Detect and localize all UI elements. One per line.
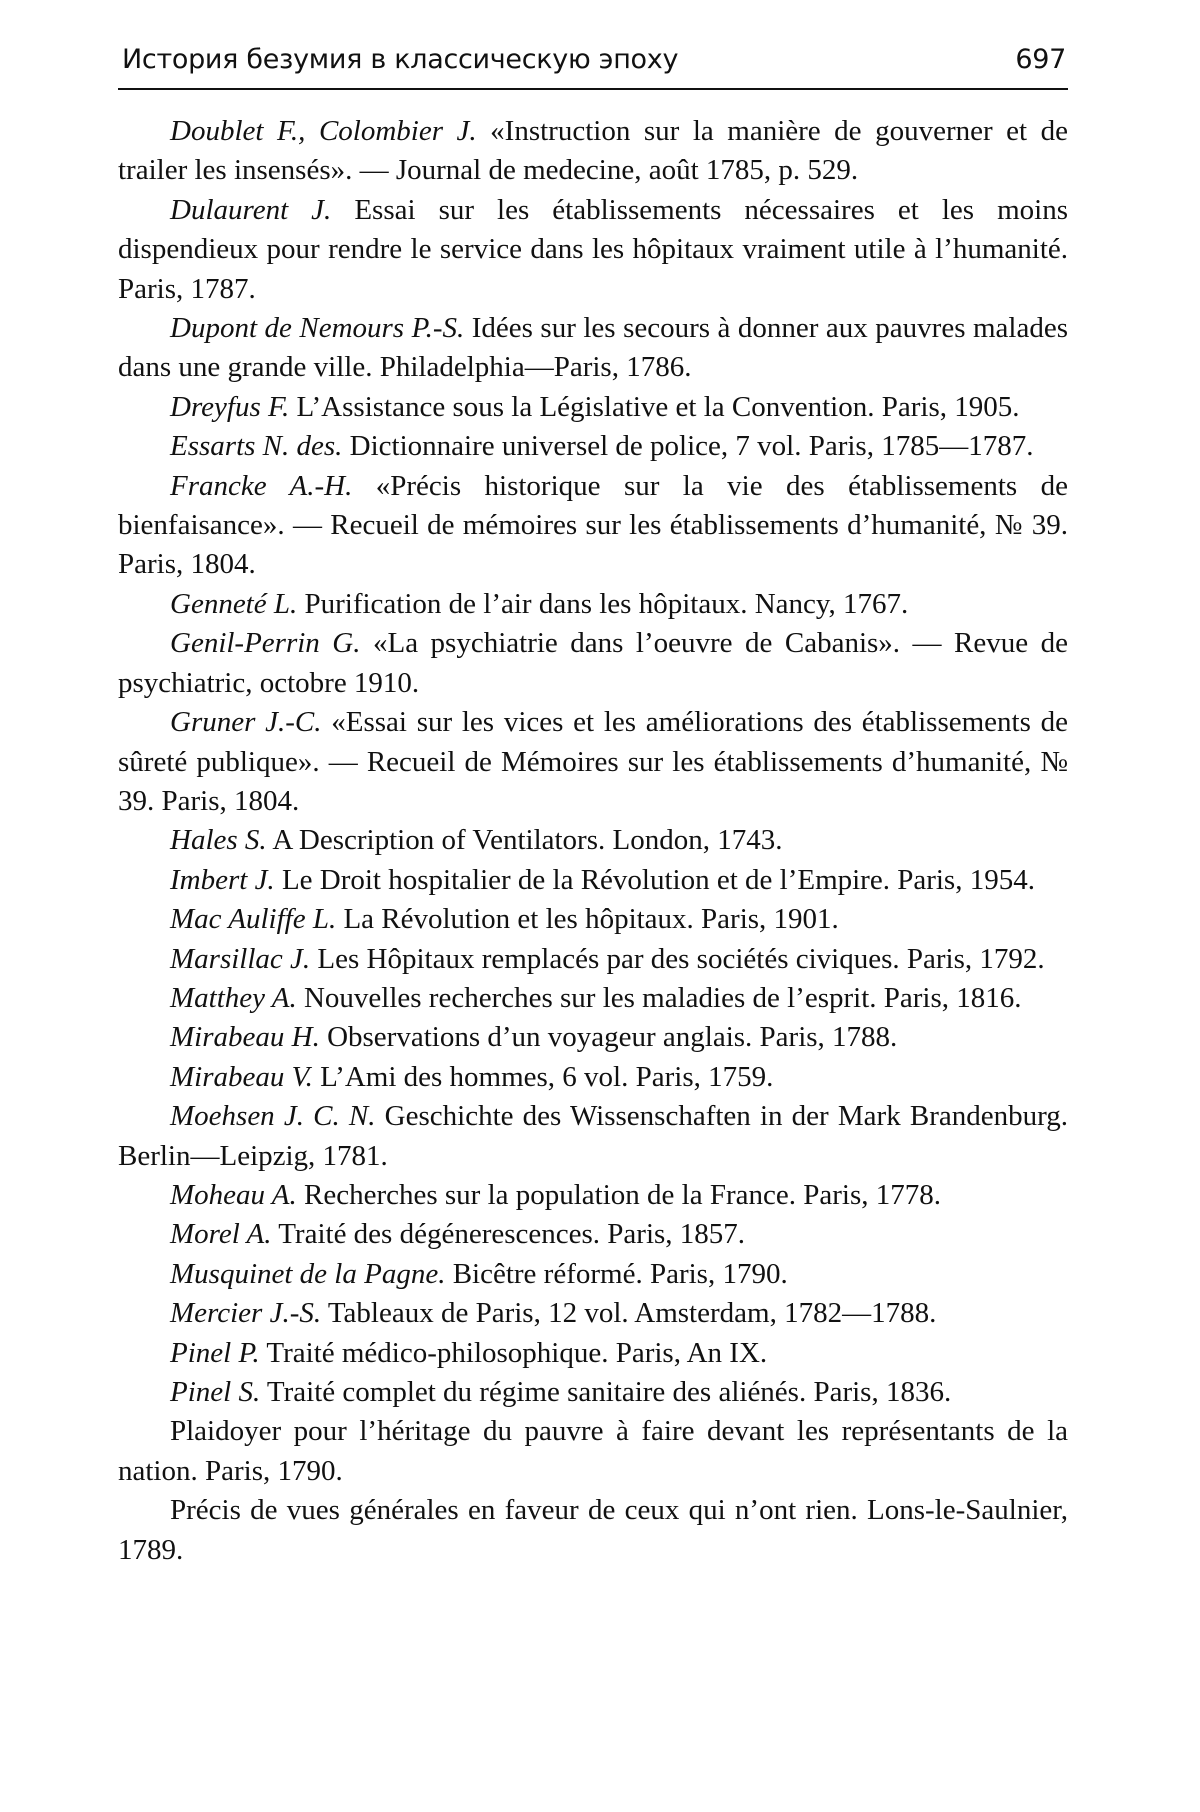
bibliography-entry: [118, 1334, 1068, 1373]
bibliography-entry: [118, 1176, 1068, 1215]
entry-author: Mac Auliffe L.: [170, 903, 337, 936]
entry-author: Genneté L.: [170, 587, 298, 620]
bibliography-entry: [118, 1018, 1068, 1057]
bibliography-entry: [118, 979, 1068, 1018]
entry-text: Traité des dégénerescences. Paris, 1857.: [271, 1218, 746, 1251]
entry-author: Matthey A.: [170, 981, 297, 1014]
entry-author: Dreyfus F.: [170, 390, 290, 423]
bibliography-entry: [118, 940, 1068, 979]
bibliography-entry: [118, 1373, 1068, 1412]
entry-text: «La psychiatrie dans l’oeuvre de Cabanis». — Revue de psychiatric, octobre 1910.: [118, 627, 1068, 699]
header-divider: [118, 88, 1068, 90]
entry-text: «Précis historique sur la vie des établissements de bienfaisance». — Recueil de mémoires sur les établissements d’humanité, № 39. Paris, 1804.: [118, 469, 1068, 581]
entry-author: Genil-Perrin G.: [170, 627, 361, 660]
entry-text: Traité complet du régime sanitaire des aliénés. Paris, 1836.: [260, 1376, 952, 1408]
entry-text: A Description of Ventilators. London, 1743.: [266, 824, 783, 857]
bibliography-entry: [118, 861, 1068, 900]
bibliography-entry: [118, 467, 1068, 585]
entry-text: Le Droit hospitalier de la Révolution et de l’Empire. Paris, 1954.: [274, 863, 1035, 896]
entry-text: Bicêtre réformé. Paris, 1790.: [445, 1257, 788, 1290]
bibliography-list: [118, 112, 1068, 1570]
bibliography-entry: [118, 1491, 1068, 1570]
entry-author: Doublet F., Colombier J.: [170, 115, 477, 147]
entry-text: Plaidoyer pour l’héritage du pauvre à faire devant les représentants de la nation. Paris, 1790.: [118, 1415, 1068, 1487]
entry-text: Les Hôpitaux remplacés par des sociétés civiques. Paris, 1792.: [310, 942, 1045, 975]
bibliography-entry: [118, 1058, 1068, 1097]
entry-text: Tableaux de Paris, 12 vol. Amsterdam, 1782—1788.: [321, 1297, 937, 1330]
entry-author: Mirabeau H.: [170, 1021, 320, 1054]
entry-author: Dupont de Nemours P.-S.: [170, 312, 465, 345]
entry-text: «Instruction sur la manière de gouverner et de trailer les insensés». — Journal de medecine, août 1785, p. 529.: [118, 115, 1068, 187]
bibliography-entry: [118, 191, 1068, 309]
entry-text: La Révolution et les hôpitaux. Paris, 1901.: [336, 903, 839, 936]
entry-author: Morel A.: [170, 1218, 272, 1251]
entry-author: Francke A.-H.: [170, 469, 353, 502]
entry-text: Recherches sur la population de la France. Paris, 1778.: [296, 1178, 941, 1211]
bibliography-entry: [118, 1412, 1068, 1491]
bibliography-entry: [118, 427, 1068, 466]
entry-author: Musquinet de la Pagne.: [170, 1257, 446, 1290]
bibliography-entry: [118, 309, 1068, 388]
running-head-title: История безумия в классическую эпоху: [122, 44, 679, 75]
entry-author: Imbert J.: [170, 863, 275, 896]
entry-text: Purification de l’air dans les hôpitaux. Nancy, 1767.: [297, 587, 909, 620]
bibliography-entry: [118, 1294, 1068, 1333]
entry-author: Hales S.: [170, 824, 267, 857]
page-number: 697: [1015, 44, 1066, 75]
entry-author: Gruner J.-C.: [170, 706, 322, 739]
running-head: [122, 38, 1066, 82]
entry-text: Nouvelles recherches sur les maladies de l’esprit. Paris, 1816.: [296, 981, 1022, 1014]
bibliography-entry: [118, 624, 1068, 703]
entry-text: L’Ami des hommes, 6 vol. Paris, 1759.: [312, 1060, 774, 1093]
entry-author: Dulaurent J.: [170, 193, 332, 226]
entry-text: Dictionnaire universel de police, 7 vol. Paris, 1785—1787.: [342, 430, 1034, 463]
entry-author: Pinel P.: [170, 1336, 260, 1369]
bibliography-entry: [118, 1255, 1068, 1294]
bibliography-entry: [118, 1215, 1068, 1254]
entry-text: Idées sur les secours à donner aux pauvres malades dans une grande ville. Philadelphia—Paris, 1786.: [118, 312, 1068, 384]
entry-author: Mirabeau V.: [170, 1060, 313, 1093]
entry-text: Traité médico-philosophique. Paris, An IX.: [259, 1336, 768, 1369]
bibliography-entry: [118, 900, 1068, 939]
entry-text: L’Assistance sous la Législative et la Convention. Paris, 1905.: [289, 390, 1020, 423]
bibliography-entry: [118, 388, 1068, 427]
entry-author: Moheau A.: [170, 1178, 297, 1211]
entry-author: Moehsen J. C. N.: [170, 1100, 376, 1133]
entry-text: «Essai sur les vices et les améliorations des établissements de sûreté publique». — Recueil de Mémoires sur les établissements d’humanité, № 39. Paris, 1804.: [118, 706, 1068, 817]
entry-text: Observations d’un voyageur anglais. Paris, 1788.: [319, 1021, 898, 1054]
bibliography-entry: [118, 821, 1068, 860]
bibliography-entry: [118, 585, 1068, 624]
entry-author: Essarts N. des.: [170, 430, 343, 463]
entry-text: Essai sur les établissements nécessaires et les moins dispendieux pour rendre le service dans les hôpitaux vraiment utile à l’humanité. Paris, 1787.: [118, 193, 1068, 305]
entry-text: Geschichte des Wissenschaften in der Mark Brandenburg. Berlin—Leipzig, 1781.: [118, 1100, 1068, 1172]
bibliography-entry: [118, 703, 1068, 821]
entry-author: Mercier J.-S.: [170, 1297, 322, 1330]
entry-author: Pinel S.: [170, 1376, 261, 1408]
entry-text: Précis de vues générales en faveur de ceux qui n’ont rien. Lons-le-Saulnier, 1789.: [118, 1494, 1068, 1566]
bibliography-entry: [118, 1097, 1068, 1176]
bibliography-entry: [118, 112, 1068, 191]
entry-author: Marsillac J.: [170, 942, 311, 975]
